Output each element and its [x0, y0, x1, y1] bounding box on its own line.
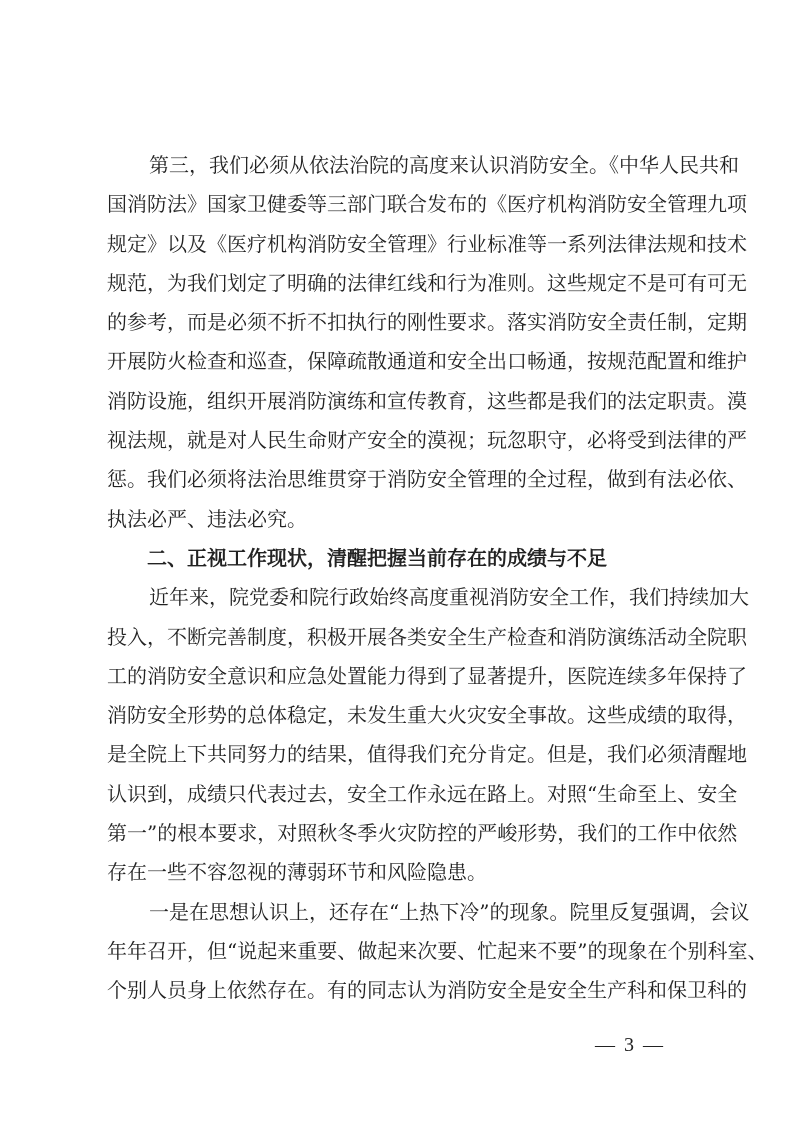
section-heading [107, 539, 687, 578]
text-line: 消防安全形势的总体稳定，未发生重大火灾安全事故。这些成绩的取得， [107, 703, 747, 728]
text-line: 规范，为我们划定了明确的法律红线和行为准则。这些规定不是可有可无 [107, 270, 747, 295]
text-line: 认识到，成绩只代表过去，安全工作永远在路上。对照“生命至上、安全 [107, 781, 738, 806]
text-line: 规定》以及《医疗机构消防安全管理》行业标准等一系列法律法规和技术 [107, 231, 747, 256]
text-line: 是全院上下共同努力的结果，值得我们充分肯定。但是，我们必须清醒地 [107, 742, 747, 767]
text-line: 消防设施，组织开展消防演练和宣传教育，这些都是我们的法定职责。漠 [107, 388, 747, 413]
text-line: 二、正视工作现状，清醒把握当前存在的成绩与不足 [147, 545, 607, 570]
text-line: 工的消防安全意识和应急处置能力得到了显著提升，医院连续多年保持了 [107, 663, 747, 688]
text-line: 近年来，院党委和院行政始终高度重视消防安全工作，我们持续加大 [149, 585, 749, 610]
text-line: 惩。我们必须将法治思维贯穿于消防安全管理的全过程，做到有法必依、 [107, 467, 747, 492]
text-line: 第三，我们必须从依法治院的高度来认识消防安全。《中华人民共和 [149, 153, 739, 177]
text-line: 年年召开，但“说起来重要、做起来次要、忙起来不要”的现象在个别科室、 [107, 938, 768, 963]
text-line: 个别人员身上依然存在。有的同志认为消防安全是安全生产科和保卫科的 [107, 978, 747, 1003]
text-line: 开展防火检查和巡查，保障疏散通道和安全出口畅通，按规范配置和维护 [107, 349, 747, 374]
text-line: 第一”的根本要求，对照秋冬季火灾防控的严峻形势，我们的工作中依然 [107, 821, 738, 846]
paragraph [107, 578, 749, 892]
text-line: 的参考，而是必须不折不扣执行的刚性要求。落实消防安全责任制，定期 [107, 310, 747, 335]
text-line: 投入，不断完善制度，积极开展各类安全生产检查和消防演练活动全院职 [107, 624, 747, 649]
text-line: 执法必严、违法必究。 [107, 506, 307, 531]
paragraph [107, 146, 747, 539]
document-body [107, 146, 768, 1011]
text-line: 一是在思想认识上，还存在“上热下冷”的现象。院里反复强调，会议 [149, 899, 750, 924]
page-number: — 3 — [595, 1034, 665, 1056]
text-line: 国消防法》国家卫健委等三部门联合发布的《医疗机构消防安全管理九项 [107, 192, 747, 217]
text-line: 视法规，就是对人民生命财产安全的漠视；玩忽职守，必将受到法律的严 [107, 428, 747, 453]
text-line: 存在一些不容忽视的薄弱环节和风险隐患。 [107, 860, 487, 885]
paragraph [107, 893, 768, 1011]
